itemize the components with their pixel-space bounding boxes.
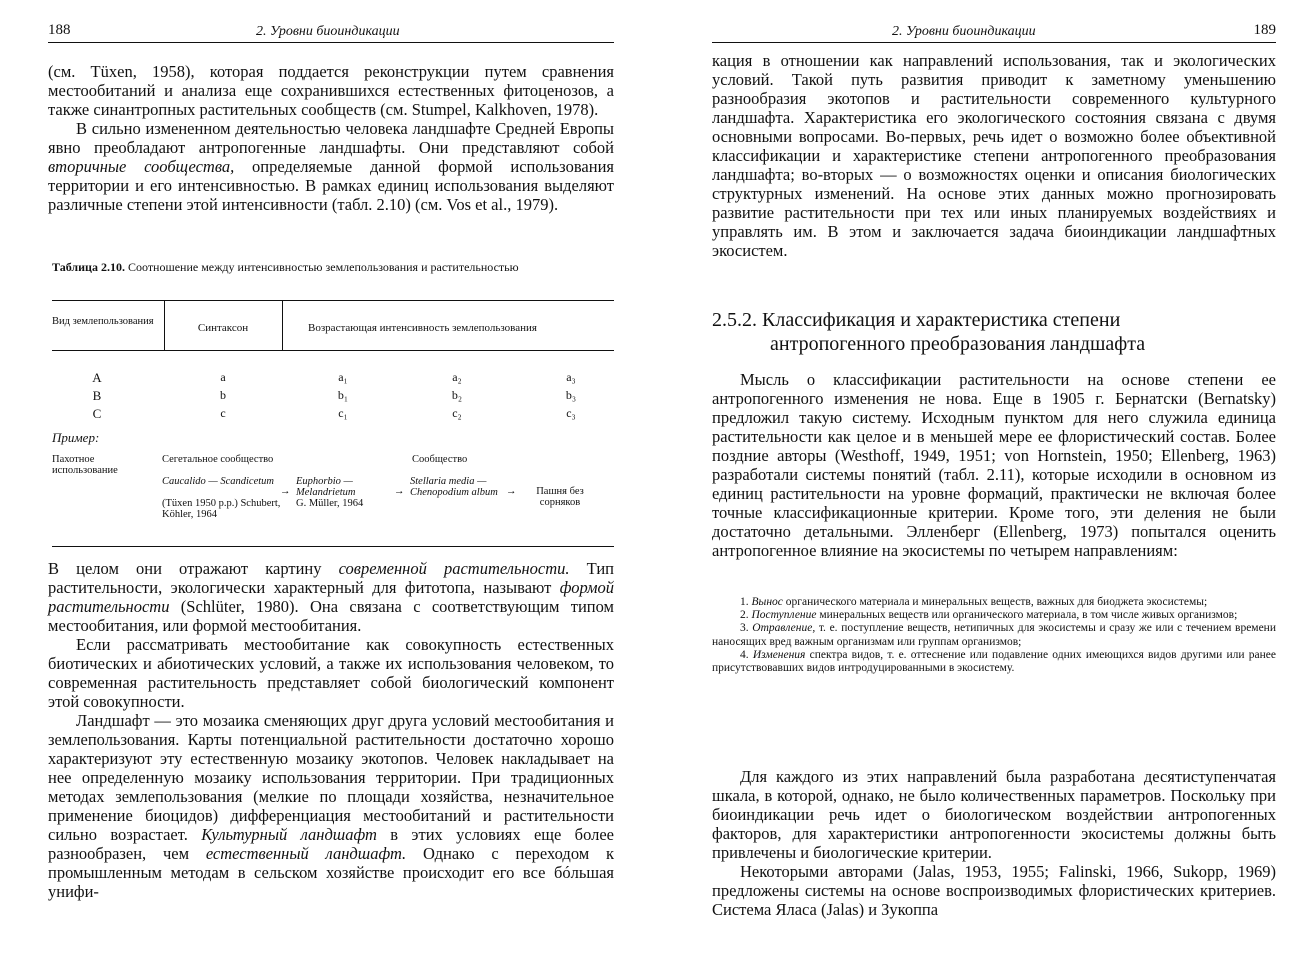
right-running-title: 2. Уровни биоиндикации: [892, 24, 1036, 39]
right-paragraph-3: Для каждого из этих направлений была разработана десятиступенчатая шкала, в которой, однако, не было количественных параметров. Поскольку при биоиндикации речь идет о биологическом воздействии антропогенных факторов, для характеристики антропогенности экосистемы должны быть привлечены и биологические критерии.: [712, 767, 1276, 862]
table-example-segetal: Сегетальное сообщество: [162, 454, 274, 465]
left-bottom-text: [48, 559, 614, 901]
influence-list: [712, 596, 1276, 675]
table-cell: a₂: [452, 370, 462, 384]
table-cell: C: [92, 406, 102, 421]
table-example-syntaxon-1-ref: (Tüxen 1950 p.p.) Schubert, Köhler, 1964: [162, 498, 281, 520]
left-page-header: [48, 22, 614, 43]
right-page: [712, 0, 1276, 965]
left-paragraph-4: Если рассматривать местообитание как совокупность естественных биотических и абиотических условий, а также их использования человеком, то современная растительность представляет собой биологический компонент этой совокупности.: [48, 635, 614, 711]
table-cell: b₂: [451, 388, 463, 402]
table-top-rule: [52, 300, 614, 301]
table-header-rule: [52, 350, 614, 351]
left-paragraph-5: Ландшафт — это мозаика сменяющих друг друга условий местообитания и землепользования. Карты потенциальной растительности достаточно хорошо характеризуют эту естественную мозаику экотопов. Человек накладывает на нее определенную мозаику использования территории. При традиционных методах землепользования (мелкие по площади хозяйства, незначительное применение биоцидов) дифференциация местообитаний и растительности сильно возрастает. Культурный ландшафт в этих условиях еще более разнообразен, чем естественный ландшафт. Однако с переходом к промышленным методам в сельском хозяйстве происходит его все бóльшая унифи-: [48, 711, 614, 901]
section-heading-line-1: 2.5.2. Классификация и характеристика степени: [712, 309, 1121, 331]
arrow-right-icon: →: [280, 486, 291, 497]
arrow-right-icon: →: [394, 486, 405, 497]
list-item: 2. Поступление минеральных веществ или органического материала, в том числе живых организмов;: [740, 609, 1238, 622]
arrow-right-icon: →: [506, 486, 517, 497]
table-example-syntaxon-3: Stellaria media — Chenopodium album: [410, 476, 498, 498]
table-example-syntaxon-2: Euphorbio — Melandrietum: [296, 476, 356, 498]
table-cell: b₁: [337, 388, 349, 402]
table-cell: c₃: [566, 406, 576, 420]
table-example-landuse: Пахотное использование: [52, 454, 118, 476]
section-heading-line-2: антропогенного преобразования ландшафта: [770, 333, 1146, 355]
section-heading: [712, 308, 1276, 356]
table-cell: B: [92, 388, 102, 403]
left-page: [48, 0, 614, 965]
table-header-syntaxon: Синтаксон: [197, 322, 249, 334]
left-page-number: 188: [48, 22, 71, 38]
left-running-title: 2. Уровни биоиндикации: [256, 24, 400, 39]
left-paragraph-1: (см. Tüxen, 1958), которая поддается реконструкции путем сравнения местообитаний и анализа еще сохранившихся естественных фитоценозов, а также синантропных растительных сообществ (см. Stumpel, Kalkhoven, 1978).: [48, 62, 614, 119]
table-col-divider-2: [282, 300, 283, 350]
table-cell: c: [220, 406, 226, 420]
table-caption-label: Таблица 2.10.: [52, 260, 125, 274]
left-top-text: [48, 62, 614, 214]
right-middle-text: [712, 370, 1276, 560]
table-cell: b: [220, 388, 226, 402]
list-item: 3. Отравление, т. е. поступление веществ, нетипичных для экосистемы и сразу же или с течением времени наносящих вред важным организмам или группам организмов;: [712, 622, 1276, 648]
right-paragraph-1: кация в отношении как направлений использования, так и экологических условий. Такой путь развития приводит к заметному уменьшению разнообразия экотопов и растительности современного культурного ландшафта. Характеристика его экологического состояния связана с двумя основными вопросами. Во-первых, речь идет о возможно более объективной классификации и характеристике степени антропогенного преобразования ландшафта; во-вторых — о возможностях оценки и описания биологических структурных изменений. На основе этих данных можно прогнозировать развитие растительности при тех или иных планируемых воздействиях и управлять им. В этом и заключается задача биоиндикации ландшафтных экосистем.: [712, 51, 1276, 260]
table-example-label: Пример:: [52, 430, 100, 445]
right-page-number: 189: [1253, 22, 1276, 38]
table-example-result: Пашня без сорняков: [536, 486, 584, 508]
table-cell: b₃: [565, 388, 577, 402]
table-cell: c₂: [452, 406, 462, 420]
right-bottom-text: [712, 767, 1276, 919]
table-caption-text: Соотношение между интенсивностью землепользования и растительностью: [124, 260, 519, 274]
table-cell: a₃: [566, 370, 576, 384]
table-cell: a₁: [338, 370, 348, 384]
table-header-landuse: Вид землепользования: [52, 316, 154, 327]
table-cell: c₁: [338, 406, 348, 420]
table-cell: A: [92, 370, 102, 385]
table-caption: [52, 260, 614, 274]
table-example-syntaxon-2-ref: G. Müller, 1964: [296, 498, 364, 509]
right-paragraph-2: Мысль о классификации растительности на основе степени ее антропогенного изменения не нова. Еще в 1905 г. Бернатски (Bernatsky) предложил такую систему. Исходным пунктом для него служила единица растительности как целое и в меньшей мере ее флористический состав. Более поздние авторы (Westhoff, 1949, 1951; von Hornstein, 1950; Ellenberg, 1963) разработали системы понятий (табл. 2.11), которые исходили в основном из единиц растительности на уровне формаций, практически не включая более точные классификационные критерии. Кроме того, эти деления не были достаточно детальными. Элленберг (Ellenberg, 1973) попытался оценить антропогенное влияние на экосистемы по четырем направлениям:: [712, 370, 1276, 560]
left-paragraph-2: В сильно измененном деятельностью человека ландшафте Средней Европы явно преобладают антропогенные ландшафты. Они представляют собой вторичные сообщества, определяемые данной формой использования территории и его интенсивностью. В рамках единиц использования выделяют различные степени этой интенсивности (табл. 2.10) (см. Vos et al., 1979).: [48, 119, 614, 214]
table-cell: a: [220, 370, 226, 384]
right-page-header: [712, 22, 1276, 43]
right-top-text: [712, 51, 1276, 260]
list-item: 4. Изменения спектра видов, т. е. оттеснение или подавление одних имеющихся видов другими или ранее присутствовавших видов интродуцированными в экосистему.: [712, 648, 1276, 675]
list-item: 1. Вынос органического материала и минеральных веществ, важных для биоджета экосистемы;: [740, 596, 1208, 608]
table-example-community: Сообщество: [412, 454, 468, 465]
left-paragraph-3: В целом они отражают картину современной растительности. Тип растительности, экологически характерный для фитотопа, называют формой растительности (Schlüter, 1980). Она связана с соответствующим типом местообитания, или формой местообитания.: [48, 559, 614, 635]
table-bottom-rule: [52, 546, 614, 547]
table-header-intensity: Возрастающая интенсивность землепользования: [308, 322, 537, 334]
table-col-divider-1: [164, 300, 165, 350]
table-example-syntaxon-1: Caucalido — Scandicetum: [162, 476, 274, 487]
right-paragraph-4: Некоторыми авторами (Jalas, 1953, 1955; Falinski, 1966, Sukopp, 1969) предложены системы на основе воспроизводимых флористических критериев. Система Яласа (Jalas) и Зукоппа: [712, 862, 1276, 919]
